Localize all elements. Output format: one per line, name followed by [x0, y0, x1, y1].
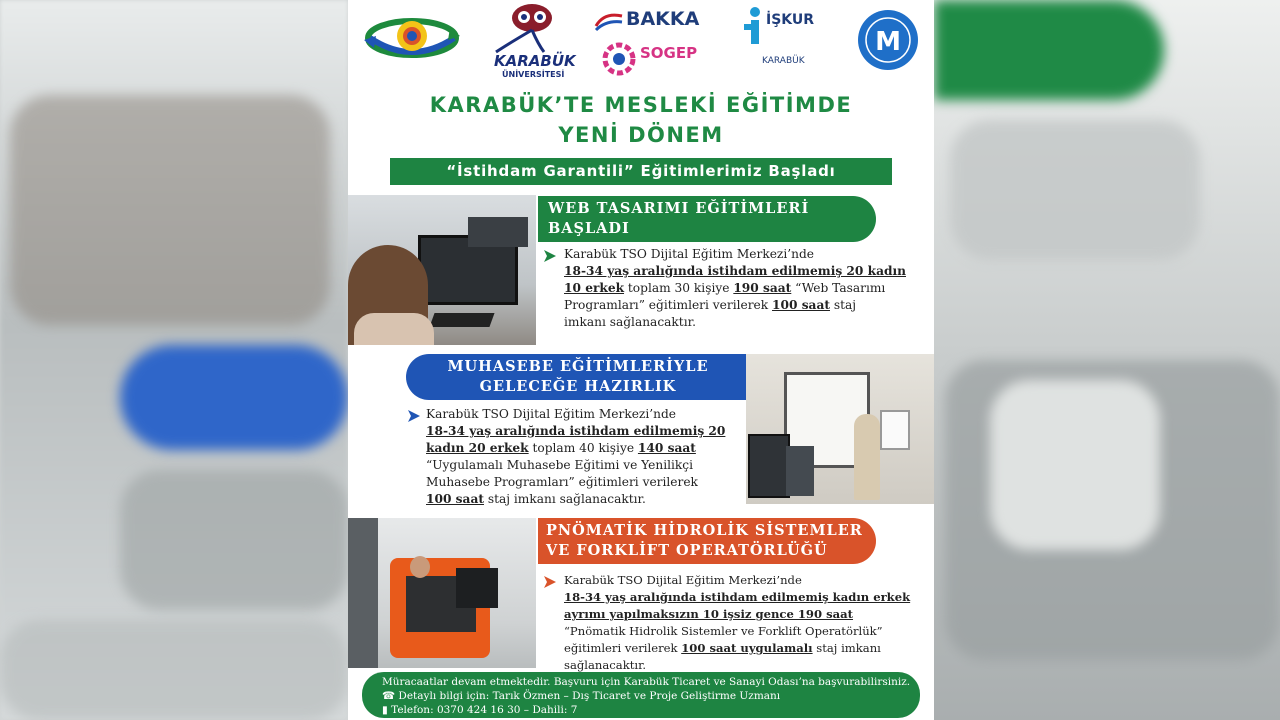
instructor-shape	[854, 414, 880, 500]
bg-photo-blur-1	[10, 95, 330, 325]
forklift-text-line: eğitimleri verilerek	[564, 641, 682, 655]
web-design-text-line: Programları” eğitimleri verilerek	[564, 298, 773, 312]
accounting-text-line: staj imkanı sağlanacaktır.	[483, 492, 646, 506]
accounting-text-line: Karabük TSO Dijital Eğitim Merkezi’nde	[426, 407, 676, 421]
accounting-photo	[746, 354, 934, 504]
whiteboard-shape	[880, 410, 910, 450]
web-design-text-line: staj	[829, 298, 857, 312]
footer-application-note: Müracaatlar devam etmektedir. Başvuru için Karabük Ticaret ve Sanayi Odası’na başvurabilirsiniz.	[382, 676, 911, 688]
green-arrow-icon	[544, 250, 556, 262]
bg-board-blur	[990, 380, 1160, 550]
bg-text-blur-2	[0, 620, 348, 720]
web-design-photo	[348, 195, 536, 345]
person-shoulder-shape	[354, 313, 434, 345]
student-shape	[786, 446, 814, 496]
iskur-figure-icon	[744, 6, 766, 46]
simulator-screen-shape	[456, 568, 498, 608]
subtitle-bar: “İstihdam Garantili” Eğitimlerimiz Başladı	[390, 158, 892, 185]
svg-text:M: M	[875, 27, 901, 57]
accounting-text-line: toplam 40 kişiye	[528, 441, 638, 455]
page-title	[348, 90, 934, 150]
accounting-banner-line-1: MUHASEBE EĞİTİMLERİYLE	[447, 358, 709, 375]
owl-icon	[478, 4, 586, 54]
accounting-text-emph: kadın 20 erkek	[426, 441, 529, 455]
contact-footer	[362, 672, 920, 718]
forklift-banner-line-2: VE FORKLİFT OPERATÖRLÜĞÜ	[546, 542, 828, 559]
web-design-text-line: toplam 30 kişiye	[624, 281, 734, 295]
accounting-text-line: “Uygulamalı Muhasebe Eğitimi ve Yenilikçi	[426, 458, 694, 472]
title-line-1: KARABÜK’TE MESLEKİ EĞİTİMDE	[429, 93, 853, 117]
accounting-banner-line-2: GELECEĞE HAZIRLIK	[479, 378, 677, 395]
bg-green-banner-blur	[934, 0, 1164, 100]
meb-logo-icon	[856, 8, 920, 72]
accounting-text-line: Muhasebe Programları” eğitimleri verilerek	[426, 475, 698, 489]
bakka-logo	[594, 4, 714, 38]
forklift-text-emph: 18-34 yaş aralığında istihdam edilmemiş kadın erkek	[564, 590, 911, 604]
web-design-banner	[538, 196, 876, 242]
forklift-text-emph: 100 saat uygulamalı	[681, 641, 813, 655]
operator-head-shape	[410, 556, 430, 578]
iskur-logo	[744, 6, 834, 76]
forklift-text-line: “Pnömatik Hidrolik Sistemler ve Forklift Operatörlük”	[564, 624, 883, 638]
bakka-name: BAKKA	[626, 8, 700, 30]
forklift-banner	[538, 518, 876, 564]
web-design-banner-line-1: WEB TASARIMI EĞİTİMLERİ	[548, 200, 810, 217]
forklift-photo	[348, 518, 536, 668]
keyboard-shape	[429, 313, 494, 327]
window-frame-shape	[348, 518, 378, 668]
footer-contact-person: Detaylı bilgi için: Tarık Özmen – Dış Ticaret ve Proje Geliştirme Uzmanı	[398, 690, 781, 702]
accounting-text	[426, 406, 744, 508]
web-design-text	[564, 246, 924, 331]
forklift-text-line: staj imkanı	[812, 641, 881, 655]
accounting-text-emph: 18-34 yaş aralığında istihdam edilmemiş 20	[426, 424, 726, 438]
accounting-banner	[406, 354, 750, 400]
forklift-banner-line-1: PNÖMATİK HİDROLİK SİSTEMLER	[546, 522, 863, 539]
poster	[348, 0, 934, 720]
tso-logo-icon	[364, 8, 460, 68]
sogep-name: SOGEP	[640, 44, 698, 62]
forklift-text-emph: ayrımı yapılmaksızın 10 işsiz gence 190 saat	[564, 607, 854, 621]
forklift-text	[564, 572, 928, 674]
web-design-text-line: Karabük TSO Dijital Eğitim Merkezi’nde	[564, 247, 814, 261]
accounting-text-emph: 140 saat	[637, 441, 696, 455]
karabuk-univ-sub: ÜNİVERSİTESİ	[502, 70, 565, 79]
orange-arrow-icon	[544, 576, 556, 588]
bg-text-blur-1	[120, 470, 348, 610]
logo-row	[362, 4, 920, 86]
web-design-text-line: imkanı sağlanacaktır.	[564, 315, 696, 329]
mobile-icon: ▮	[382, 704, 392, 716]
pc-monitor-shape	[748, 434, 790, 498]
iskur-name: İŞKUR	[766, 12, 815, 28]
web-design-text-emph: 10 erkek	[564, 281, 625, 295]
blue-arrow-icon	[408, 410, 420, 422]
web-design-banner-line-2: BAŞLADI	[548, 220, 630, 237]
bg-blue-banner-blur	[120, 345, 348, 450]
sogep-logo	[602, 40, 722, 80]
karabuk-university-logo	[478, 4, 586, 84]
forklift-text-line: sağlanacaktır.	[564, 658, 647, 672]
web-design-text-emph: 100 saat	[772, 298, 830, 312]
bakka-wave-icon	[594, 10, 624, 32]
web-design-text-emph: 18-34 yaş aralığında istihdam edilmemiş 20 kadın	[564, 264, 906, 278]
footer-phone: Telefon: 0370 424 16 30 – Dahili: 7	[391, 704, 578, 716]
phone-icon: ☎	[382, 690, 399, 702]
sogep-gear-icon	[602, 42, 636, 76]
forklift-text-line: Karabük TSO Dijital Eğitim Merkezi’nde	[564, 573, 802, 587]
karabuk-univ-name: KARABÜK	[494, 52, 576, 70]
title-line-2: YENİ DÖNEM	[558, 123, 724, 147]
monitor-back-shape	[468, 217, 528, 247]
web-design-text-emph: 190 saat	[733, 281, 792, 295]
bg-text-blur-3	[950, 120, 1200, 260]
iskur-city: KARABÜK	[762, 56, 805, 66]
accounting-text-emph: 100 saat	[426, 492, 484, 506]
web-design-text-line: “Web Tasarımı	[791, 281, 886, 295]
